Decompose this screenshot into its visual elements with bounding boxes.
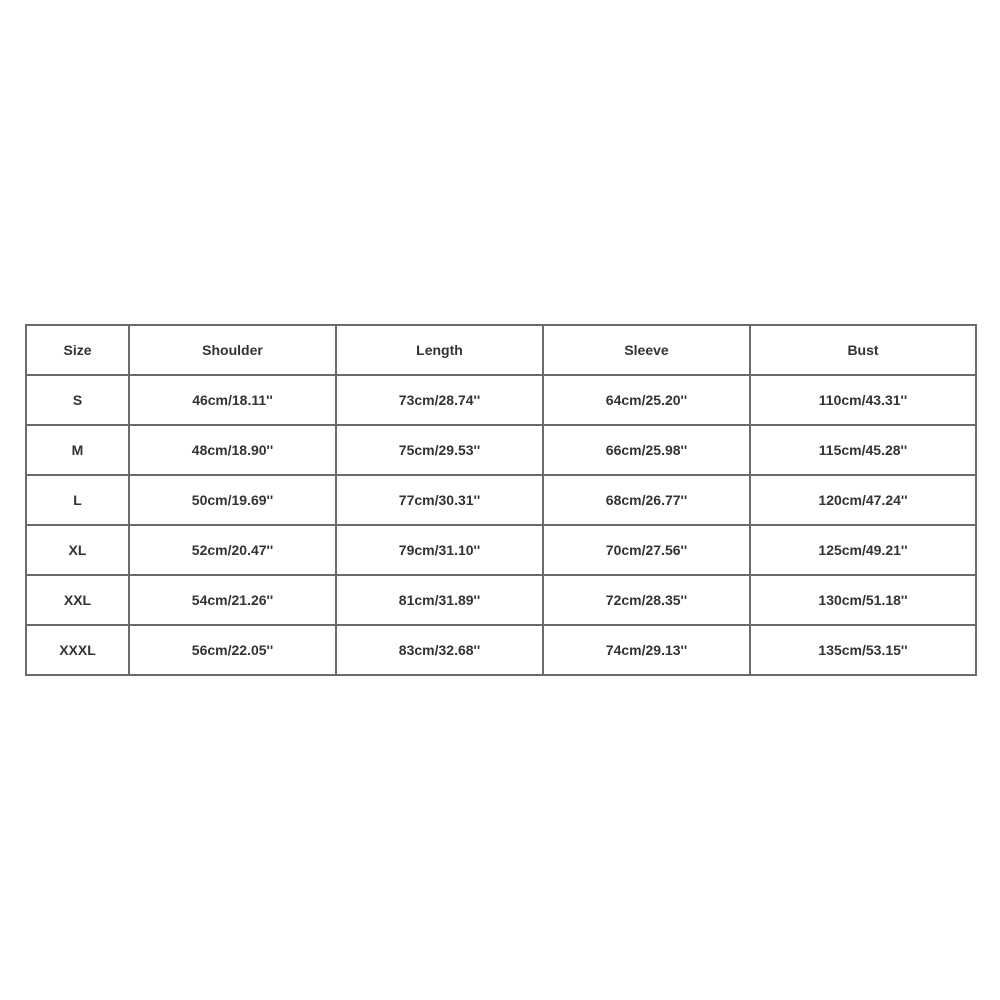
cell-shoulder: 50cm/19.69'': [129, 475, 336, 525]
cell-size: XXXL: [26, 625, 129, 675]
table-row: [26, 375, 976, 425]
cell-sleeve: 72cm/28.35'': [543, 575, 750, 625]
header-bust: Bust: [750, 325, 976, 375]
size-chart-body: [26, 325, 976, 675]
cell-size: M: [26, 425, 129, 475]
header-shoulder: Shoulder: [129, 325, 336, 375]
table-row: [26, 475, 976, 525]
cell-sleeve: 66cm/25.98'': [543, 425, 750, 475]
cell-size: L: [26, 475, 129, 525]
cell-shoulder: 54cm/21.26'': [129, 575, 336, 625]
cell-bust: 110cm/43.31'': [750, 375, 976, 425]
header-size: Size: [26, 325, 129, 375]
table-row: [26, 575, 976, 625]
table-header-row: [26, 325, 976, 375]
cell-bust: 135cm/53.15'': [750, 625, 976, 675]
cell-length: 79cm/31.10'': [336, 525, 543, 575]
cell-shoulder: 52cm/20.47'': [129, 525, 336, 575]
cell-size: XXL: [26, 575, 129, 625]
cell-sleeve: 64cm/25.20'': [543, 375, 750, 425]
cell-sleeve: 68cm/26.77'': [543, 475, 750, 525]
size-chart-table: [25, 324, 977, 676]
cell-shoulder: 46cm/18.11'': [129, 375, 336, 425]
cell-length: 77cm/30.31'': [336, 475, 543, 525]
header-length: Length: [336, 325, 543, 375]
cell-bust: 120cm/47.24'': [750, 475, 976, 525]
cell-size: XL: [26, 525, 129, 575]
cell-sleeve: 70cm/27.56'': [543, 525, 750, 575]
header-sleeve: Sleeve: [543, 325, 750, 375]
cell-sleeve: 74cm/29.13'': [543, 625, 750, 675]
cell-bust: 125cm/49.21'': [750, 525, 976, 575]
cell-shoulder: 56cm/22.05'': [129, 625, 336, 675]
cell-length: 83cm/32.68'': [336, 625, 543, 675]
cell-length: 81cm/31.89'': [336, 575, 543, 625]
table-row: [26, 425, 976, 475]
cell-length: 75cm/29.53'': [336, 425, 543, 475]
cell-shoulder: 48cm/18.90'': [129, 425, 336, 475]
cell-bust: 130cm/51.18'': [750, 575, 976, 625]
cell-length: 73cm/28.74'': [336, 375, 543, 425]
cell-size: S: [26, 375, 129, 425]
table-row: [26, 625, 976, 675]
cell-bust: 115cm/45.28'': [750, 425, 976, 475]
table-row: [26, 525, 976, 575]
